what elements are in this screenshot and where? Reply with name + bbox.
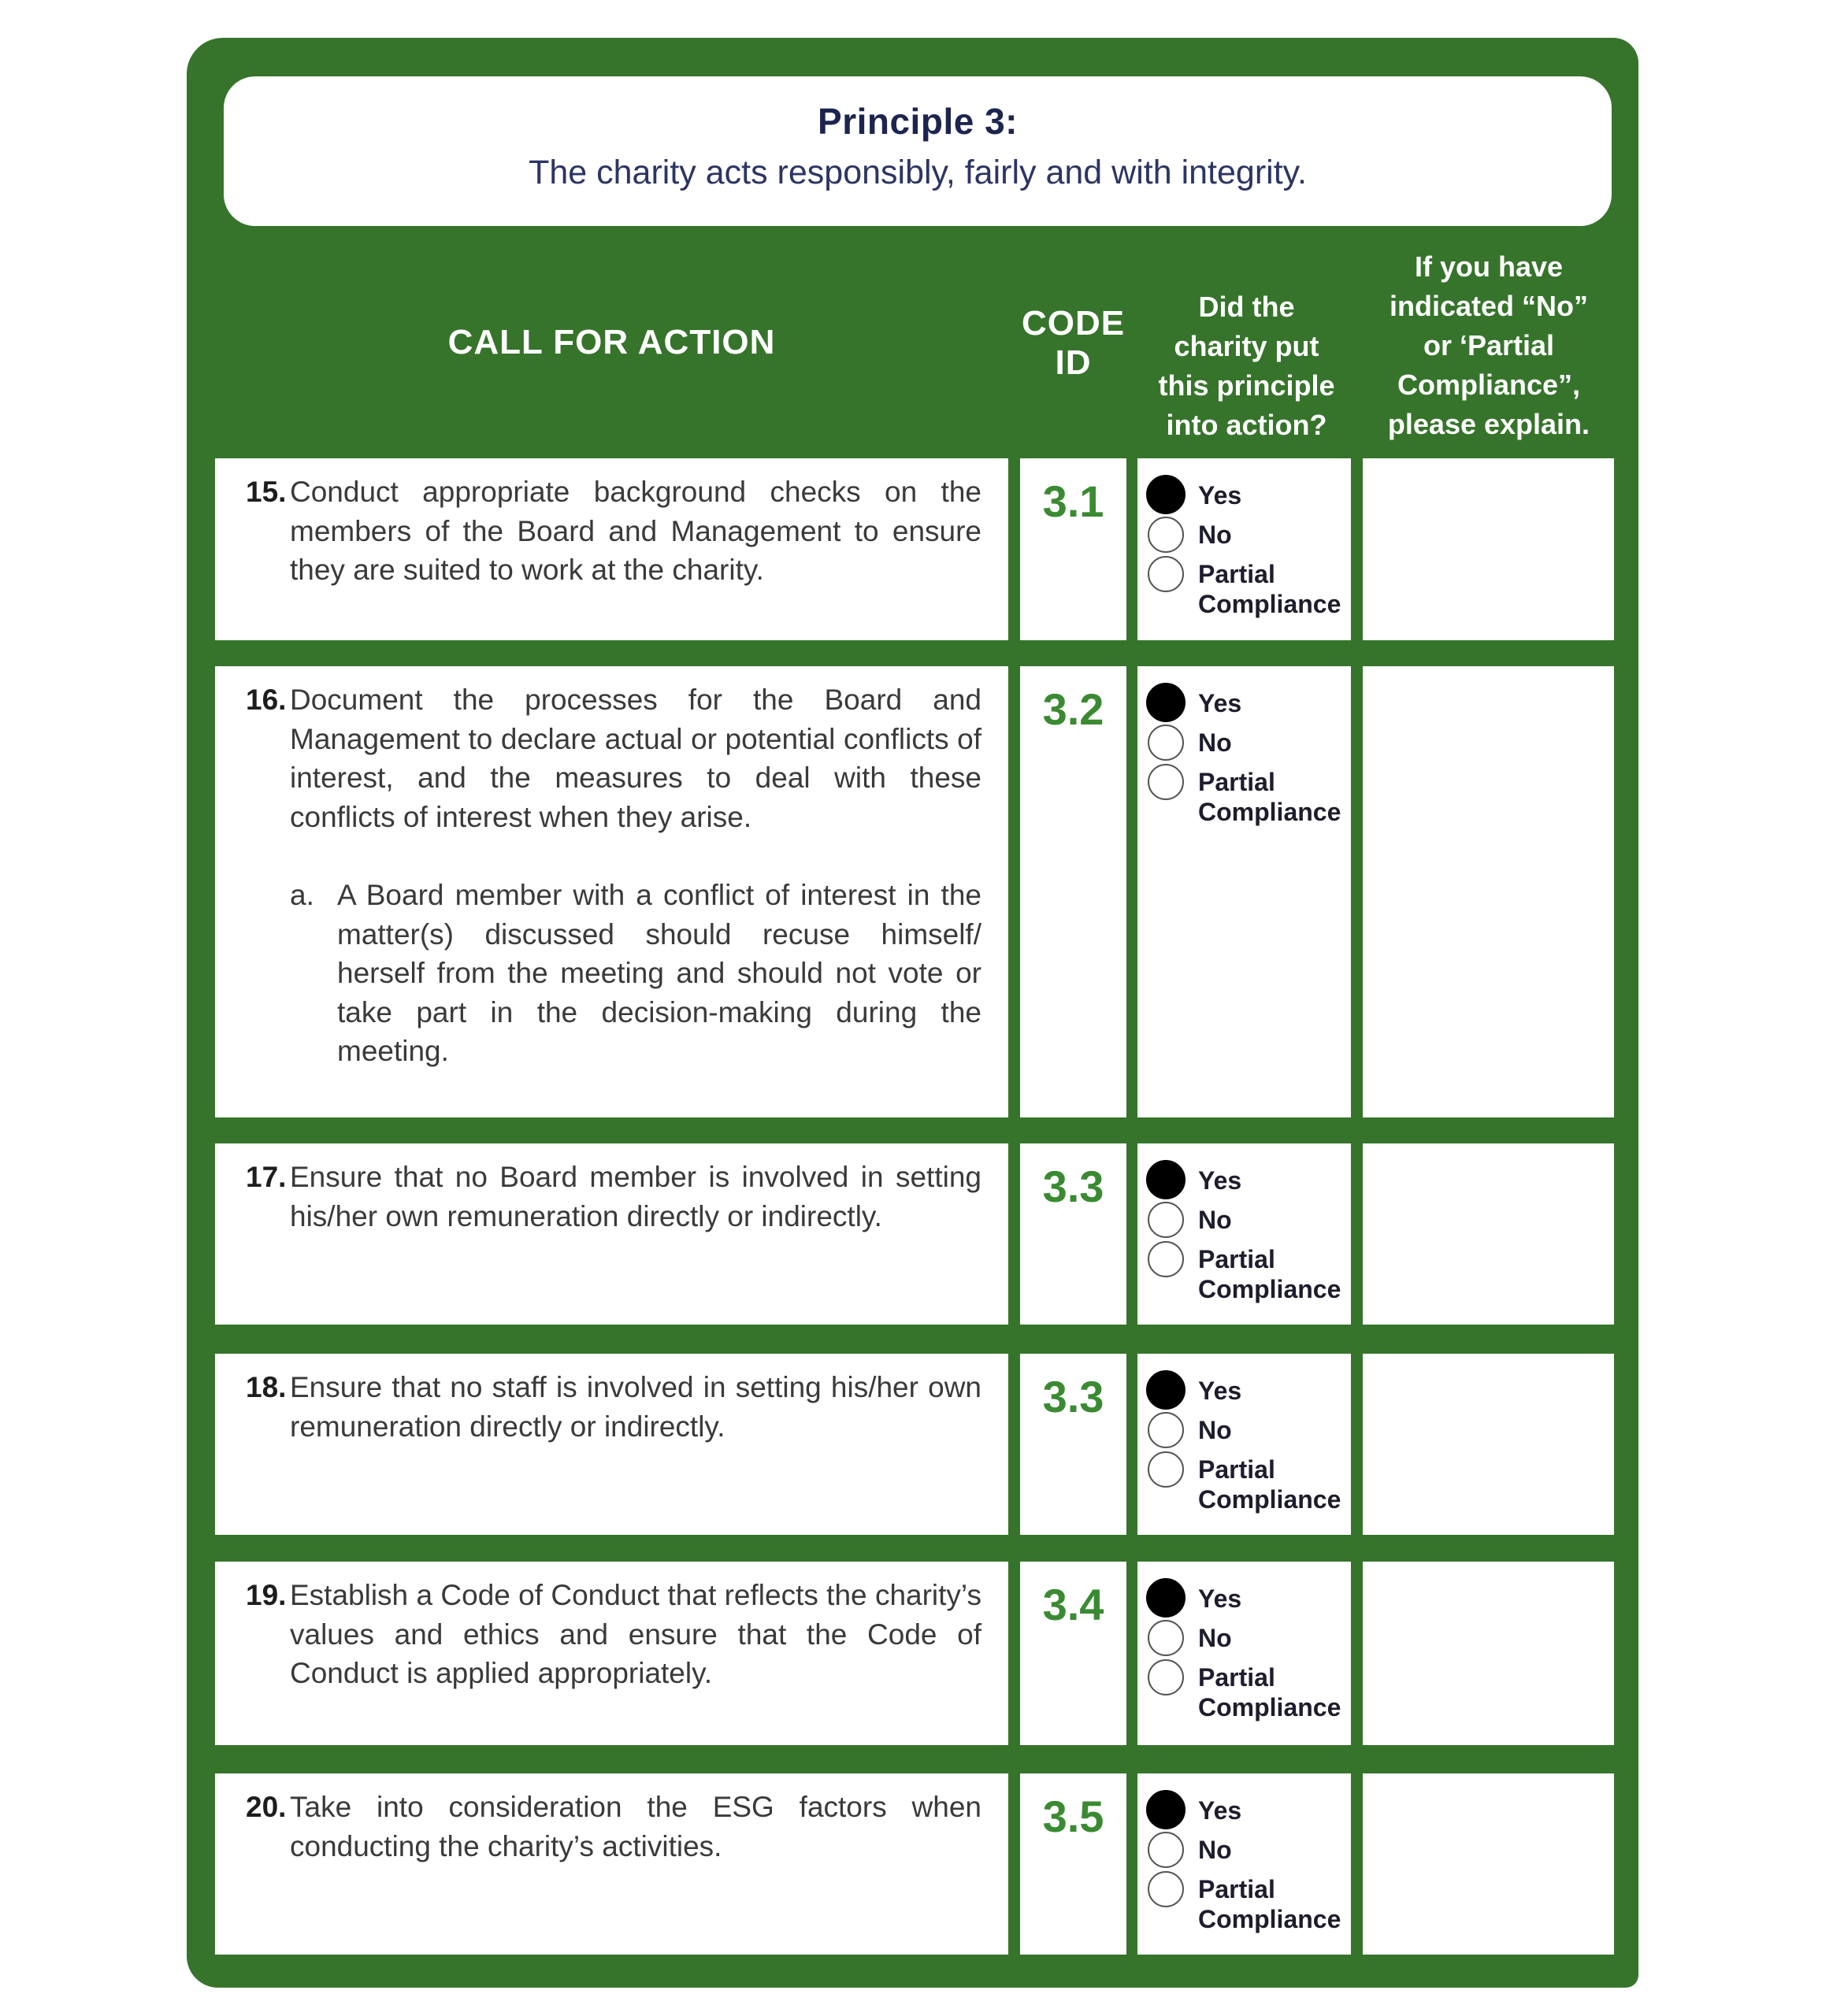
call-for-action-cell <box>215 1562 1008 1745</box>
radio-yes-icon[interactable] <box>1146 1370 1186 1410</box>
column-header-explain <box>1359 247 1619 444</box>
code-id-cell <box>1020 1773 1126 1955</box>
code-id: 3.4 <box>1042 1580 1104 1629</box>
radio-no-icon[interactable] <box>1148 517 1184 553</box>
code-id-cell <box>1020 1143 1126 1325</box>
action-description: Document the processes for the Board and Management to declare actual or potential conflicts of interest, and the measures to deal with these conflicts of interest when they arise. <box>290 684 981 833</box>
column-header-call-for-action: CALL FOR ACTION <box>447 323 776 361</box>
action-description: Ensure that no staff is involved in setting his/her own remuneration directly or indirectly. <box>290 1371 981 1443</box>
radio-label-partial-line: Compliance <box>1198 1905 1341 1933</box>
radio-label-yes: Yes <box>1198 1166 1242 1195</box>
sub-item <box>246 876 981 1071</box>
radio-label-yes: Yes <box>1198 1796 1242 1825</box>
code-id: 3.2 <box>1042 684 1104 734</box>
radio-no-icon[interactable] <box>1148 1620 1184 1656</box>
code-id: 3.3 <box>1042 1372 1104 1421</box>
radio-partial-icon[interactable] <box>1148 556 1184 592</box>
sub-item-text: A Board member with a conflict of interest in the matter(s) discussed should recuse himself/ herself from the meeting and should not vote or take part in the decision-making during the meeting. <box>337 879 981 1067</box>
compliance-response-cell <box>1137 1562 1351 1745</box>
column-header-code-line: ID <box>1055 343 1092 382</box>
column-header-code-id <box>1016 304 1130 383</box>
explanation-input-cell[interactable] <box>1363 458 1614 640</box>
action-text-block <box>246 1158 981 1236</box>
column-header-explain-line: If you have <box>1414 250 1564 283</box>
principle-header-box <box>224 76 1612 226</box>
radio-no-icon[interactable] <box>1148 1202 1184 1238</box>
radio-label-partial <box>1198 1244 1341 1304</box>
column-header-response-line: charity put <box>1174 330 1319 362</box>
action-text-block <box>246 472 981 590</box>
item-number: 19. <box>246 1579 287 1611</box>
radio-label-partial <box>1198 1874 1341 1934</box>
radio-label-partial-line: Compliance <box>1198 590 1341 618</box>
code-id-cell <box>1020 1562 1126 1745</box>
radio-label-partial <box>1198 1662 1341 1722</box>
action-text-block <box>246 1368 981 1446</box>
radio-label-yes: Yes <box>1198 481 1242 510</box>
item-number: 18. <box>246 1371 287 1403</box>
explanation-input-cell[interactable] <box>1363 1562 1614 1745</box>
action-description: Conduct appropriate background checks on the members of the Board and Management to ensure they are suited to work at the charity. <box>290 476 981 586</box>
radio-partial-icon[interactable] <box>1148 1871 1184 1907</box>
radio-yes-icon[interactable] <box>1146 1160 1186 1199</box>
code-id: 3.3 <box>1042 1162 1104 1211</box>
radio-label-no: No <box>1198 1836 1232 1864</box>
code-id: 3.5 <box>1042 1792 1104 1841</box>
explanation-input-cell[interactable] <box>1363 1773 1614 1955</box>
radio-partial-icon[interactable] <box>1148 764 1184 800</box>
code-id-cell <box>1020 1354 1126 1535</box>
radio-yes-icon[interactable] <box>1146 683 1186 722</box>
radio-label-partial-line: Partial <box>1198 768 1275 796</box>
column-header-explain-line: or ‘Partial <box>1423 329 1555 361</box>
action-description: Ensure that no Board member is involved in setting his/her own remuneration directly or indirectly. <box>290 1161 981 1232</box>
column-header-code-line: CODE <box>1021 304 1126 343</box>
radio-label-no: No <box>1198 1624 1232 1652</box>
radio-label-no: No <box>1198 728 1232 757</box>
radio-label-no: No <box>1198 1206 1232 1234</box>
item-number: 20. <box>246 1791 287 1823</box>
radio-no-icon[interactable] <box>1148 1832 1184 1868</box>
column-header-response <box>1134 287 1359 445</box>
call-for-action-cell <box>215 666 1008 1117</box>
column-header-response-line: Did the <box>1198 291 1295 323</box>
action-description: Establish a Code of Conduct that reflects the charity’s values and ethics and ensure that the Code of Conduct is applied appropriately. <box>290 1579 981 1689</box>
action-text-block <box>246 1576 981 1693</box>
radio-label-yes: Yes <box>1198 1377 1242 1405</box>
compliance-response-cell <box>1137 1143 1351 1325</box>
radio-yes-icon[interactable] <box>1146 475 1186 514</box>
radio-partial-icon[interactable] <box>1148 1451 1184 1488</box>
explanation-input-cell[interactable] <box>1363 1143 1614 1325</box>
radio-label-partial-line: Partial <box>1198 1455 1275 1484</box>
explanation-input-cell[interactable] <box>1363 1354 1614 1535</box>
radio-no-icon[interactable] <box>1148 1412 1184 1448</box>
column-header-explain-line: Compliance”, <box>1397 369 1581 401</box>
radio-yes-icon[interactable] <box>1146 1790 1186 1829</box>
radio-label-yes: Yes <box>1198 1584 1242 1613</box>
radio-label-partial <box>1198 767 1341 827</box>
compliance-response-cell <box>1137 1773 1351 1955</box>
item-number: 15. <box>246 476 287 508</box>
radio-yes-icon[interactable] <box>1146 1578 1186 1618</box>
action-text-block <box>246 1788 981 1866</box>
column-header-explain-line: please explain. <box>1387 408 1590 440</box>
code-id: 3.1 <box>1042 476 1104 526</box>
sub-item-letter: a. <box>290 879 314 911</box>
code-id-cell <box>1020 666 1126 1117</box>
code-id-cell <box>1020 458 1126 640</box>
radio-label-partial-line: Partial <box>1198 560 1275 588</box>
column-header-response-line: this principle <box>1158 369 1335 402</box>
principle-title: Principle 3: <box>818 101 1018 142</box>
action-description: Take into consideration the ESG factors when conducting the charity’s activities. <box>290 1791 981 1862</box>
item-number: 16. <box>246 684 287 716</box>
radio-label-partial-line: Partial <box>1198 1245 1275 1273</box>
radio-partial-icon[interactable] <box>1148 1241 1184 1277</box>
action-text-block <box>246 680 981 1071</box>
radio-label-partial-line: Compliance <box>1198 1485 1341 1514</box>
radio-label-partial-line: Partial <box>1198 1663 1275 1692</box>
call-for-action-cell <box>215 1354 1008 1535</box>
call-for-action-cell <box>215 458 1008 640</box>
radio-label-yes: Yes <box>1198 689 1242 717</box>
call-for-action-cell <box>215 1773 1008 1955</box>
radio-label-no: No <box>1198 521 1232 549</box>
principle-subtitle: The charity acts responsibly, fairly and with integrity. <box>529 154 1307 191</box>
radio-partial-icon[interactable] <box>1148 1659 1184 1695</box>
compliance-response-cell <box>1137 1354 1351 1535</box>
radio-label-partial <box>1198 1455 1341 1514</box>
radio-no-icon[interactable] <box>1148 724 1184 761</box>
radio-label-partial-line: Partial <box>1198 1875 1275 1903</box>
call-for-action-cell <box>215 1143 1008 1325</box>
column-header-explain-line: indicated “No” <box>1389 290 1589 322</box>
explanation-input-cell[interactable] <box>1363 666 1614 1117</box>
radio-label-no: No <box>1198 1416 1232 1444</box>
column-header-response-line: into action? <box>1166 409 1327 441</box>
radio-label-partial-line: Compliance <box>1198 1693 1341 1721</box>
item-number: 17. <box>246 1161 287 1193</box>
radio-label-partial <box>1198 559 1341 619</box>
radio-label-partial-line: Compliance <box>1198 1275 1341 1303</box>
radio-label-partial-line: Compliance <box>1198 798 1341 826</box>
compliance-response-cell <box>1137 458 1351 640</box>
compliance-response-cell <box>1137 666 1351 1117</box>
